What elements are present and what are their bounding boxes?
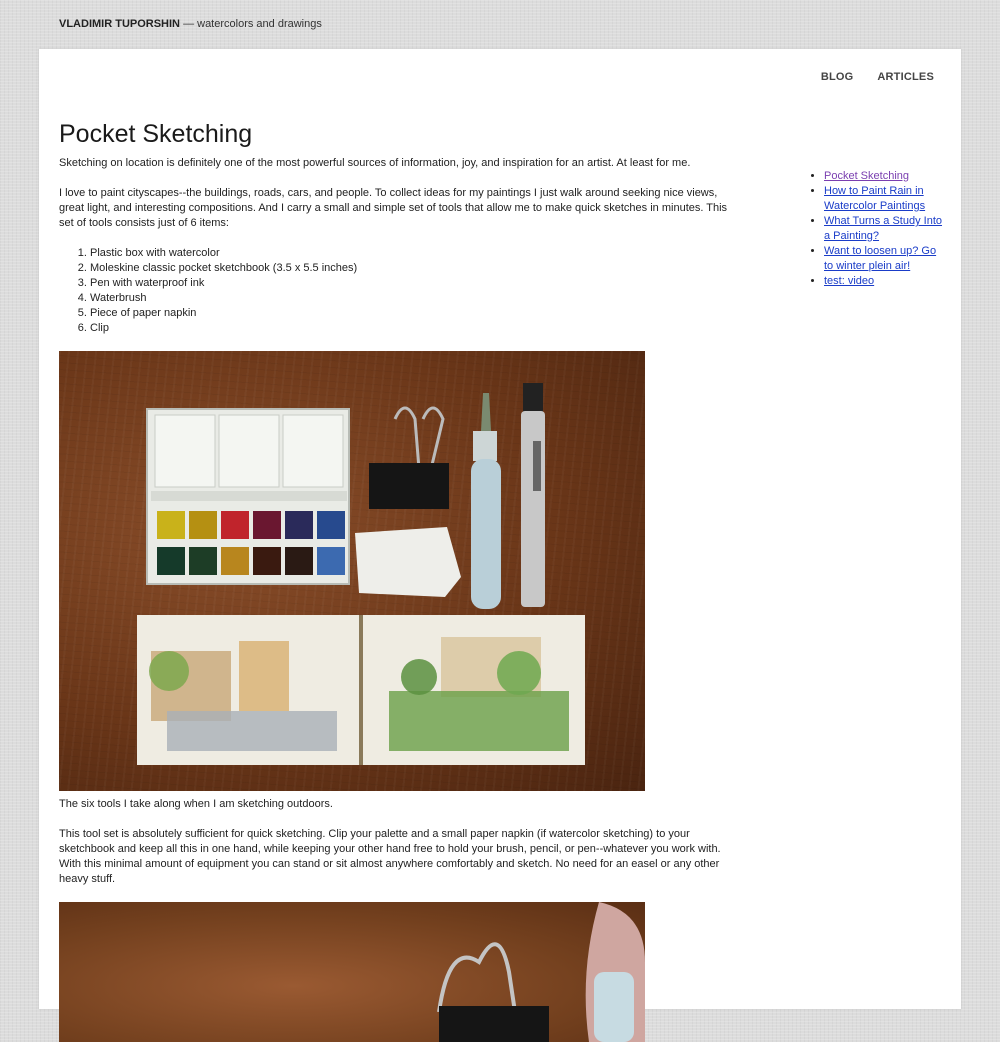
site-tagline: — watercolors and drawings <box>183 18 322 30</box>
list-item: 5. Piece of paper napkin <box>90 306 744 321</box>
sidebar-link-paint-rain[interactable]: How to Paint Rain in Watercolor Paintings <box>824 185 926 212</box>
recent-posts-list <box>811 169 946 289</box>
nav-blog-link[interactable]: BLOG <box>820 71 854 83</box>
list-item <box>824 244 946 274</box>
list-item <box>824 184 946 214</box>
post-paragraph: This tool set is absolutely sufficient for quick sketching. Clip your palette and a small paper napkin (if watercolor sketching) to your sketchbook and keep all this in one hand, while keeping your other hand free to hold your brush, pencil, or pen--whatever you work with. With this minimal amount of equipment you can stand or sit almost anywhere comfortably and sketch. No need for an easel or any other heavy stuff. <box>59 828 721 885</box>
main-nav <box>821 71 934 83</box>
list-item <box>824 214 946 244</box>
list-item: 2. Moleskine classic pocket sketchbook (3.5 x 5.5 inches) <box>90 261 744 276</box>
site-header <box>59 17 322 31</box>
list-item: 3. Pen with waterproof ink <box>90 276 744 291</box>
list-item <box>824 169 946 184</box>
pen-image <box>521 383 545 607</box>
sketchbook-image <box>137 615 585 765</box>
photo-caption: The six tools I take along when I am sketching outdoors. <box>59 798 333 810</box>
post-intro: Sketching on location is definitely one of the most powerful sources of information, joy, and inspiration for an artist. At least for me. <box>59 157 691 169</box>
post-content <box>59 119 744 1042</box>
sidebar-link-test-video[interactable]: test: video <box>824 275 875 287</box>
tools-photo <box>59 351 645 791</box>
sidebar-link-study-into-painting[interactable]: What Turns a Study Into a Painting? <box>824 215 943 242</box>
list-item: 1. Plastic box with watercolor <box>90 246 744 261</box>
sidebar-link-pocket-sketching[interactable]: Pocket Sketching <box>824 170 909 182</box>
site-title-link[interactable]: VLADIMIR TUPORSHIN <box>59 18 180 30</box>
list-item: 4. Waterbrush <box>90 291 744 306</box>
sidebar-link-winter-plein-air[interactable]: Want to loosen up? Go to winter plein air! <box>824 245 937 272</box>
waterbrush-image <box>471 393 501 609</box>
napkin-image <box>355 527 461 597</box>
nav-articles-link[interactable]: ARTICLES <box>877 71 934 83</box>
clip-image <box>369 408 449 509</box>
content-card <box>39 49 961 1009</box>
sketching-photo <box>59 902 645 1042</box>
sidebar <box>811 169 946 289</box>
list-item <box>824 274 946 289</box>
post-paragraph: I love to paint cityscapes--the buildings, roads, cars, and people. To collect ideas for my paintings I just walk around seeking nice views, great light, and interesting compositions. And I carry a small and simple set of tools that allow me to make quick sketches in minutes. This set of tools consists just of 6 items: <box>59 187 728 229</box>
post-title: Pocket Sketching <box>59 120 253 148</box>
tools-list <box>59 246 744 336</box>
palette-image <box>147 409 349 584</box>
list-item: 6. Clip <box>90 321 744 336</box>
